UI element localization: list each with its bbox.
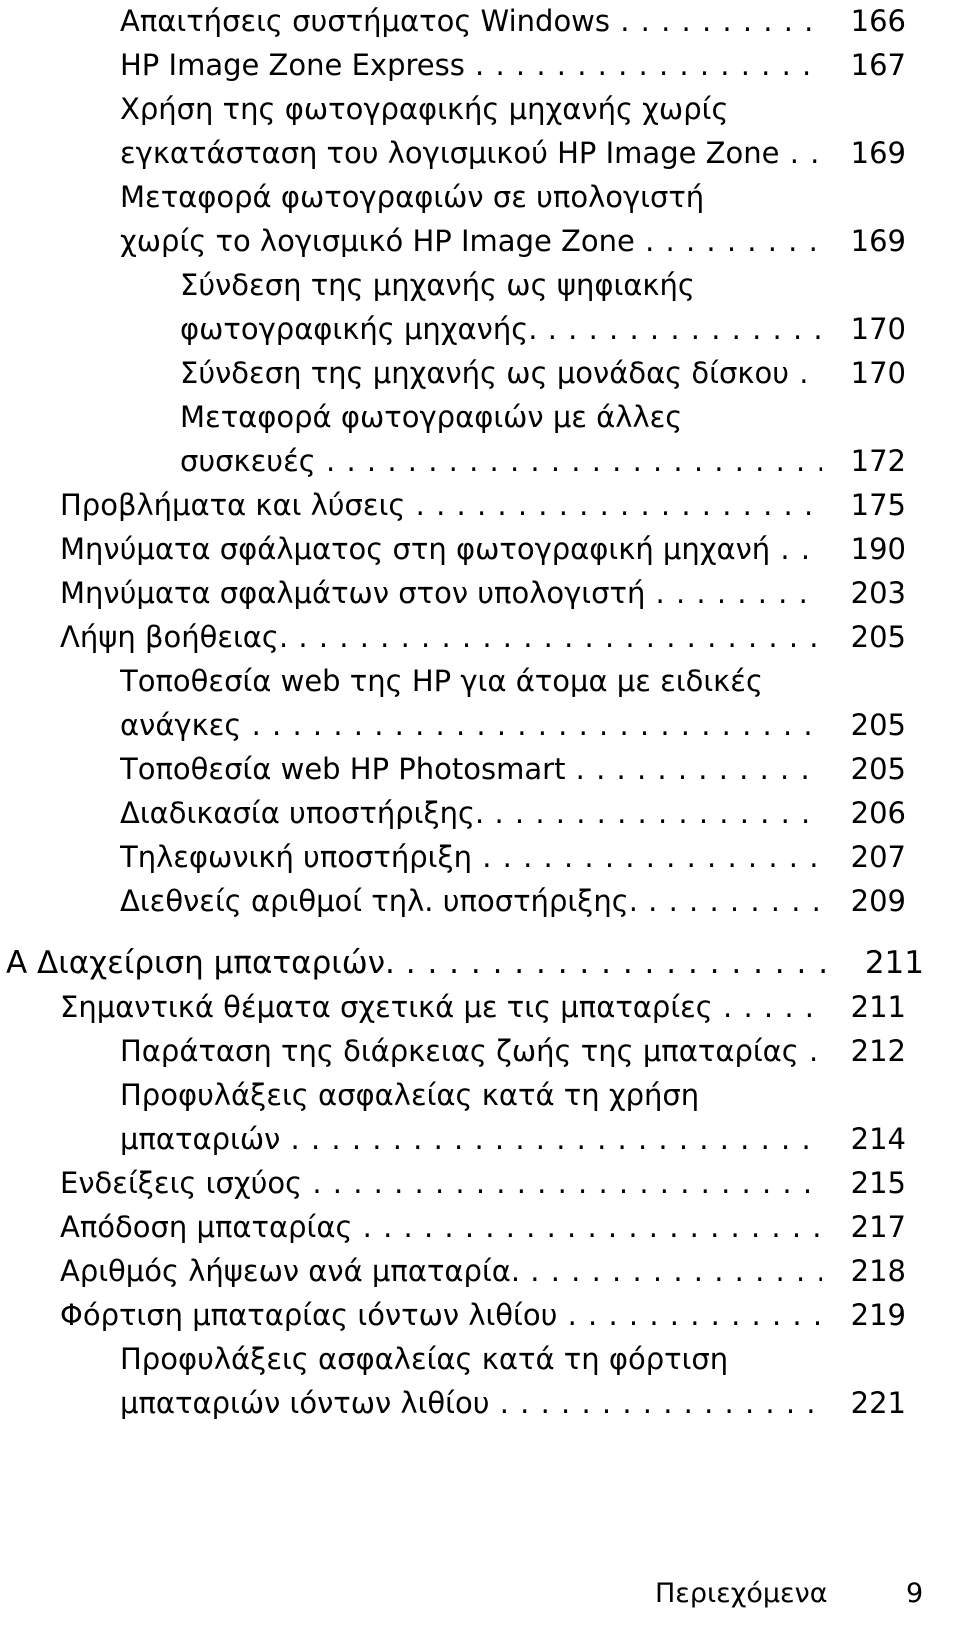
toc-entry[interactable] — [120, 1078, 906, 1112]
toc-entry-title: Σύνδεση της μηχανής ως μονάδας δίσκου . . . — [180, 356, 822, 390]
toc-entry[interactable] — [120, 840, 906, 874]
toc-entry-page: 217 — [841, 1210, 906, 1244]
toc-entry-title: Μεταφορά φωτογραφιών με άλλες — [180, 400, 683, 434]
toc-entry[interactable] — [120, 1034, 906, 1068]
toc-entry-title: Απόδοση μπαταρίας . . . — [60, 1210, 822, 1244]
toc-entry-title: Διεθνείς αριθμοί τηλ. υποστήριξης. . . . — [120, 884, 822, 918]
toc-entry[interactable] — [120, 1342, 906, 1376]
toc-entry-title: Τοποθεσία web HP Photosmart . . . — [120, 752, 822, 786]
toc-entry[interactable] — [120, 180, 906, 214]
toc-entry[interactable] — [60, 1210, 906, 1244]
toc-entry[interactable] — [60, 990, 906, 1024]
toc-entry[interactable] — [60, 576, 906, 610]
toc-entry-page: 170 — [841, 356, 906, 390]
toc-entry[interactable] — [120, 4, 906, 38]
toc-entry-page: 166 — [841, 4, 906, 38]
toc-entry[interactable] — [120, 1386, 906, 1420]
toc-entry-page: 170 — [841, 312, 906, 346]
toc-entry-page: 190 — [841, 532, 906, 566]
toc-entry-title: Προφυλάξεις ασφαλείας κατά τη φόρτιση — [120, 1342, 729, 1376]
toc-entry[interactable] — [120, 1122, 906, 1156]
toc-entry-title: Λήψη βοήθειας. . . . — [60, 620, 822, 654]
toc-entry[interactable] — [120, 224, 906, 258]
toc-entry-page: 205 — [841, 752, 906, 786]
toc-entry-page: 175 — [841, 488, 906, 522]
toc-entry-title: μπαταριών . . . — [120, 1122, 822, 1156]
toc-entry-title: Αριθμός λήψεων ανά μπαταρία. . . . — [60, 1254, 822, 1288]
toc-entry[interactable] — [60, 1166, 906, 1200]
toc-entry-title: Προβλήματα και λύσεις . . . — [60, 488, 822, 522]
toc-entry-page: 211 — [855, 946, 924, 980]
toc-entry-title: Διαδικασία υποστήριξης. . . . — [120, 796, 822, 830]
toc-entry[interactable] — [60, 1298, 906, 1332]
toc-entry-title: ανάγκες . . . — [120, 708, 822, 742]
toc-entry-page: 218 — [841, 1254, 906, 1288]
toc-entry-title: Φόρτιση μπαταρίας ιόντων λιθίου . . . — [60, 1298, 822, 1332]
toc-entry-title: Τηλεφωνική υποστήριξη . . . — [120, 840, 822, 874]
toc-entry-title: Απαιτήσεις συστήματος Windows . . . — [120, 4, 822, 38]
toc-entry[interactable] — [60, 532, 906, 566]
toc-entry[interactable] — [120, 796, 906, 830]
toc-entry-page: 214 — [841, 1122, 906, 1156]
toc-entry-page: 205 — [841, 620, 906, 654]
toc-entry-title: εγκατάσταση του λογισμικού HP Image Zone . . . — [120, 136, 822, 170]
toc-entry[interactable] — [180, 444, 906, 478]
toc-entry[interactable] — [120, 708, 906, 742]
toc-entry-page: 221 — [841, 1386, 906, 1420]
toc-entry[interactable] — [180, 400, 906, 434]
toc-entry-title: Προφυλάξεις ασφαλείας κατά τη χρήση — [120, 1078, 700, 1112]
toc-entry-page: 215 — [841, 1166, 906, 1200]
toc-entry[interactable] — [120, 884, 906, 918]
toc-entry[interactable] — [180, 312, 906, 346]
toc-entry[interactable] — [120, 752, 906, 786]
toc-entry-page: 167 — [841, 48, 906, 82]
footer-section-label: Περιεχόμενα — [655, 1578, 828, 1609]
toc-entry-title: HP Image Zone Express . . . — [120, 48, 822, 82]
toc-entry-title: Μηνύματα σφάλματος στη φωτογραφική μηχανή . . . — [60, 532, 822, 566]
toc-entry-title: Μηνύματα σφαλμάτων στον υπολογιστή . . . — [60, 576, 822, 610]
toc-entry-page: 203 — [841, 576, 906, 610]
toc-entry-page: 219 — [841, 1298, 906, 1332]
toc-entry-title: συσκευές . . . — [180, 444, 822, 478]
toc-entry[interactable] — [180, 268, 906, 302]
toc-entry-title: Μεταφορά φωτογραφιών σε υπολογιστή — [120, 180, 705, 214]
toc-entry-page: 169 — [841, 224, 906, 258]
toc-entry[interactable] — [60, 488, 906, 522]
toc-entry[interactable] — [120, 48, 906, 82]
toc-entry[interactable] — [60, 1254, 906, 1288]
toc-entry-page: 205 — [841, 708, 906, 742]
toc-entry-page: 206 — [841, 796, 906, 830]
toc-entry-title: Σύνδεση της μηχανής ως ψηφιακής — [180, 268, 695, 302]
toc-entry-title: Χρήση της φωτογραφικής μηχανής χωρίς — [120, 92, 729, 126]
toc-entry-page: 209 — [841, 884, 906, 918]
toc-entry-page: 169 — [841, 136, 906, 170]
toc-entry-title: φωτογραφικής μηχανής. . . . — [180, 312, 822, 346]
toc-entry[interactable] — [60, 620, 906, 654]
toc-entry-page: 212 — [841, 1034, 906, 1068]
toc-entry-title: μπαταριών ιόντων λιθίου . . . — [120, 1386, 822, 1420]
toc-chapter-entry[interactable] — [6, 946, 924, 980]
toc-entry[interactable] — [120, 136, 906, 170]
toc-entry-title: Παράταση της διάρκειας ζωής της μπαταρίας . . . — [120, 1034, 822, 1068]
toc-entry[interactable] — [180, 356, 906, 390]
toc-entry[interactable] — [120, 92, 906, 126]
footer-page-number: 9 — [906, 1578, 924, 1609]
toc-entry-page: 207 — [841, 840, 906, 874]
toc-entry-page: 172 — [841, 444, 906, 478]
toc-entry-title: Ενδείξεις ισχύος . . . — [60, 1166, 822, 1200]
toc-entry-title: Τοποθεσία web της HP για άτομα με ειδικές — [120, 664, 763, 698]
toc-entry-title: A Διαχείριση μπαταριών. . . . — [6, 946, 840, 980]
toc-entry[interactable] — [120, 664, 906, 698]
toc-entry-title: Σημαντικά θέματα σχετικά με τις μπαταρίες . . . — [60, 990, 822, 1024]
toc-entry-title: χωρίς το λογισμικό HP Image Zone . . . — [120, 224, 822, 258]
toc-entry-page: 211 — [841, 990, 906, 1024]
